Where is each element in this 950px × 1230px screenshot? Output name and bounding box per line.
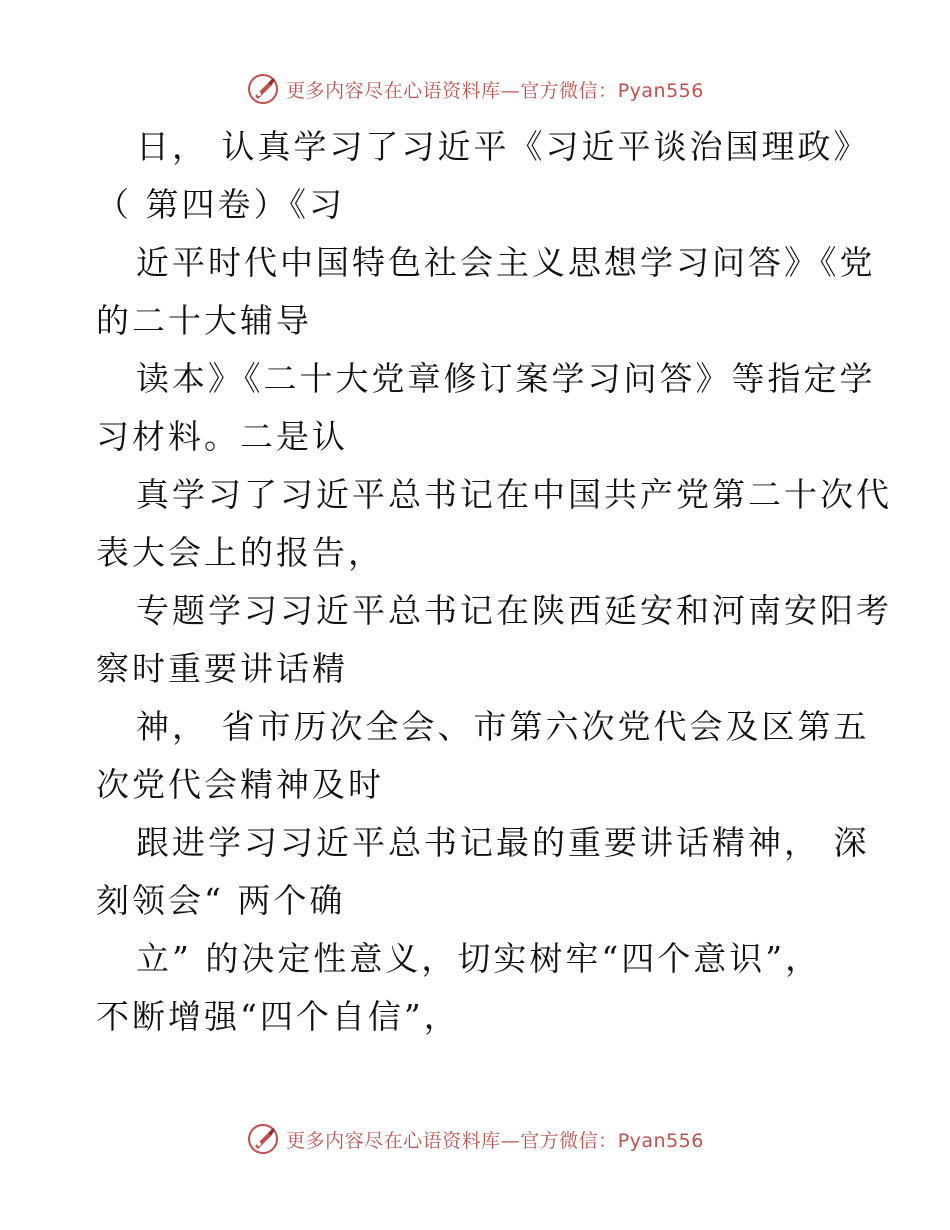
text-line: 近平时代中国特色社会主义思想学习问答》《党: [136, 243, 876, 282]
banner-label: 官方微信：: [520, 79, 618, 102]
banner-separator: —: [500, 1129, 521, 1152]
text-line: 跟进学习习近平总书记最的重要讲话精神， 深: [136, 823, 870, 862]
banner-text: [286, 1126, 704, 1153]
banner-wechat-id: Pyan556: [617, 79, 704, 102]
banner-main-text: 更多内容尽在心语资料库: [286, 1129, 501, 1152]
banner-text: [286, 76, 704, 103]
banner-main-text: 更多内容尽在心语资料库: [286, 79, 501, 102]
text-line: 刻领会“ 两个确: [96, 881, 346, 920]
text-line: 习材料。二是认: [96, 417, 348, 456]
text-line: 读本》《二十大党章修订案学习问答》等指定学: [136, 359, 876, 398]
pen-nib-logo-icon: [246, 1122, 280, 1156]
text-line: 神， 省市历次全会、市第六次党代会及区第五: [136, 707, 870, 746]
banner-wechat-id: Pyan556: [617, 1129, 704, 1152]
text-line: 日， 认真学习了习近平《习近平谈治国理政》: [136, 127, 870, 166]
text-line: （ 第四卷）《习: [96, 185, 345, 224]
text-line: 表大会上的报告，: [96, 533, 384, 572]
banner-separator: —: [500, 79, 521, 102]
text-line: 的二十大辅导: [96, 301, 312, 340]
text-line: 专题学习习近平总书记在陕西延安和河南安阳考: [136, 591, 892, 630]
banner-label: 官方微信：: [520, 1129, 618, 1152]
text-line: 次党代会精神及时: [96, 765, 384, 804]
text-line: 真学习了习近平总书记在中国共产党第二十次代: [136, 475, 892, 514]
document-body: [96, 118, 892, 1046]
header-banner: [0, 72, 950, 106]
pen-nib-logo-icon: [246, 72, 280, 106]
footer-banner: [0, 1122, 950, 1156]
text-line: 不断增强“四个自信”，: [96, 997, 460, 1036]
text-line: 察时重要讲话精: [96, 649, 348, 688]
text-line: 立” 的决定性意义，切实树牢“四个意识”，: [136, 939, 822, 978]
